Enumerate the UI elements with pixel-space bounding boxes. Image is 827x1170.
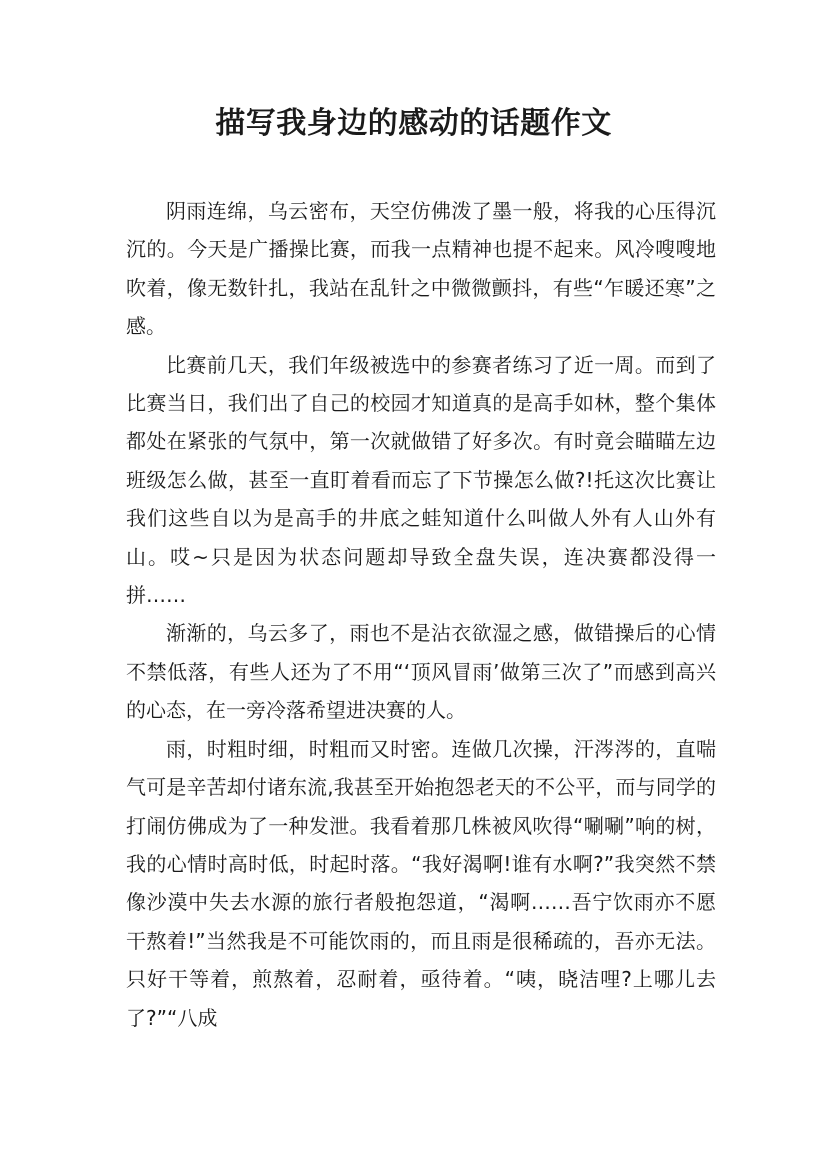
paragraph-4: 雨，时粗时细，时粗而又时密。连做几次操，汗涔涔的，直喘气可是辛苦却付诸东流,我甚至开始抱怨老天的不公平，而与同学的打闹仿佛成为了一种发泄。我看着那几株被风吹得“唰唰”响的树，我的心情时高时低，时起时落。“我好渴啊!谁有水啊?”我突然不禁像沙漠中失去水源的旅行者般抱怨道，“渴啊……吾宁饮雨亦不愿干熬着!”当然我是不可能饮雨的，而且雨是很稀疏的，吾亦无法。只好干等着，煎熬着，忍耐着，亟待着。“咦，晓洁哩?上哪儿去了?”“八成 xyxy=(126,736,716,1030)
document-body xyxy=(126,192,716,1037)
paragraph-3: 渐渐的，乌云多了，雨也不是沾衣欲湿之感，做错操后的心情不禁低落，有些人还为了不用“‘顶风冒雨’做第三次了”而感到高兴的心态，在一旁冷落希望进决赛的人。 xyxy=(126,621,716,723)
paragraph-2: 比赛前几天，我们年级被选中的参赛者练习了近一周。而到了比赛当日，我们出了自己的校园才知道真的是高手如林，整个集体都处在紧张的气氛中，第一次就做错了好多次。有时竟会瞄瞄左边班级怎么做，甚至一直盯着看而忘了下节操怎么做?!托这次比赛让我们这些自以为是高手的井底之蛙知道什么叫做人外有人山外有山。哎~只是因为状态问题却导致全盘失误，连决赛都没得一拼…… xyxy=(126,352,716,608)
paragraph-1: 阴雨连绵，乌云密布，天空仿佛泼了墨一般，将我的心压得沉沉的。今天是广播操比赛，而我一点精神也提不起来。风冷嗖嗖地吹着，像无数针扎，我站在乱针之中微微颤抖，有些“乍暖还寒”之感。 xyxy=(126,199,716,339)
document-title: 描写我身边的感动的话题作文 xyxy=(215,106,612,141)
